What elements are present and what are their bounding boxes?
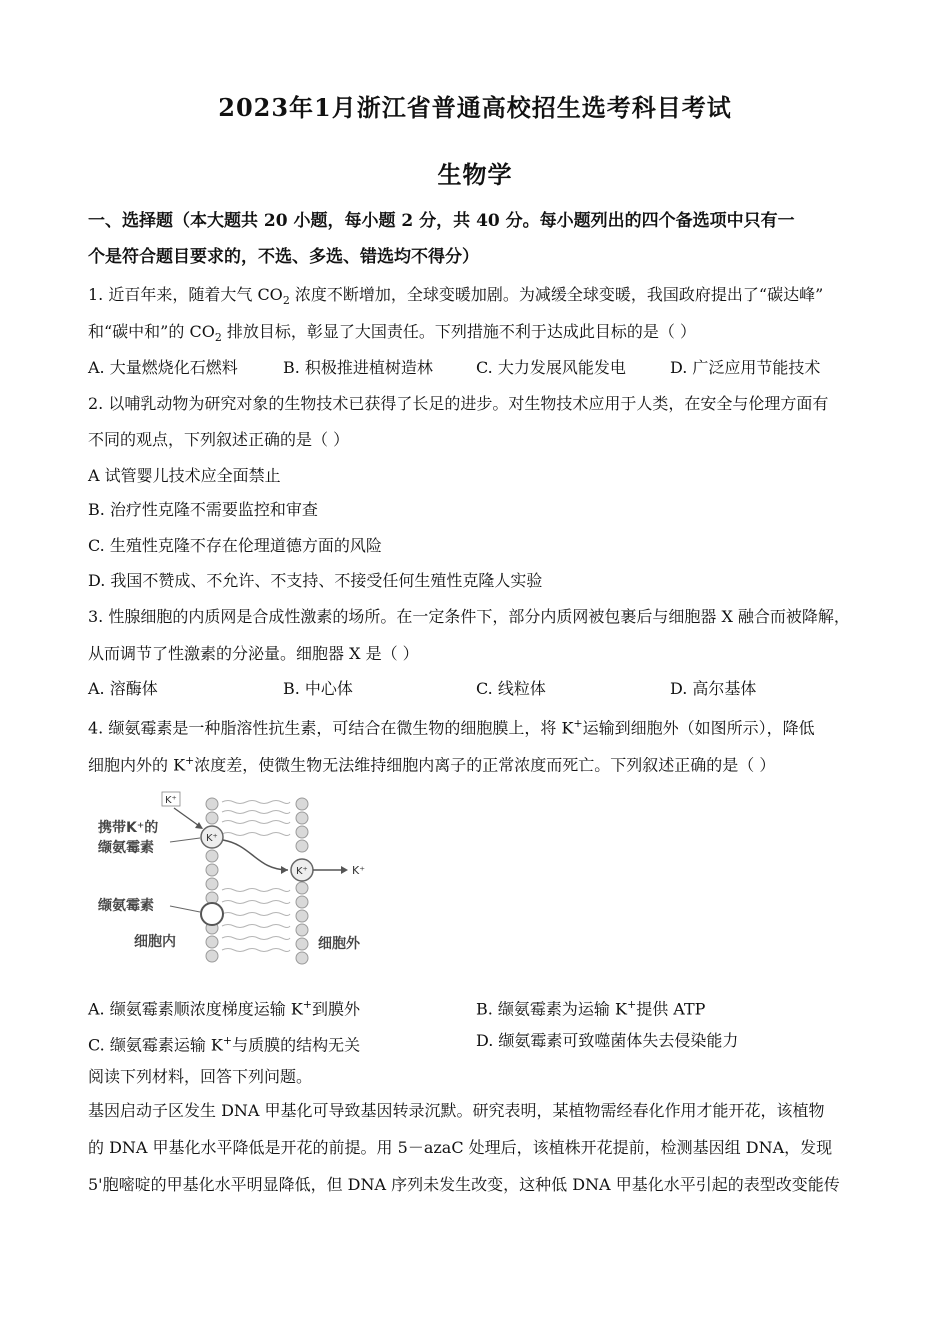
valinomycin-circle [201, 903, 223, 925]
transport-arrowhead [281, 866, 288, 874]
q1-option-a: A. 大量燃烧化石燃料 [88, 358, 238, 377]
subject-title: 生物学 [437, 160, 513, 189]
label-outside-cell: 细胞外 [318, 936, 360, 952]
section-heading-line1: 一、选择题（本大题共 20 小题，每小题 2 分，共 40 分。每小题列出的四个备选项中只有一 [88, 211, 795, 231]
q3-stem-line1: 3. 性腺细胞的内质网是合成性激素的场所。在一定条件下，部分内质网被包裹后与细胞器 X 融合而被降解， [88, 607, 850, 626]
exam-title: 2023年1月浙江省普通高校招生选考科目考试 [218, 93, 732, 122]
q3-option-d: D. 高尔基体 [670, 679, 757, 698]
q2-stem-line1: 2. 以哺乳动物为研究对象的生物技术已获得了长足的进步。对生物技术应用于人类，在安全与伦理方面有 [88, 394, 829, 413]
q2-option-c: C. 生殖性克隆不存在伦理道德方面的风险 [88, 536, 382, 555]
pointer-carrying [170, 838, 200, 842]
q1-stem-line1: 1. 近百年来，随着大气 $CO_2$ 浓度不断增加，全球变暖加剧。为减缓全球变暖，我国政府提出了“碳达峰” [88, 285, 824, 308]
material-line2: 的 DNA 甲基化水平降低是开花的前提。用 5－azaC 处理后，该植株开花提前，检测基因组 DNA，发现 [88, 1138, 833, 1157]
membrane-figure [92, 790, 382, 970]
k-ion-label-right: K⁺ [296, 866, 308, 877]
q3-stem-line2: 从而调节了性激素的分泌量。细胞器 X 是（ ） [88, 644, 419, 663]
pointer-valinomycin [170, 906, 200, 912]
q2-option-a: A 试管婴儿技术应全面禁止 [88, 466, 281, 485]
lipid-tails [222, 801, 290, 952]
q4-option-d: D. 缬氨霉素可致噬菌体失去侵染能力 [476, 1031, 739, 1050]
incoming-k-label: K⁺ [165, 795, 177, 806]
incoming-arrowhead [195, 822, 203, 829]
label-inside-cell: 细胞内 [134, 934, 176, 950]
material-intro: 阅读下列材料，回答下列问题。 [88, 1067, 313, 1086]
q3-option-a: A. 溶酶体 [88, 679, 158, 698]
q2-option-d: D. 我国不赞成、不允许、不支持、不接受任何生殖性克隆人实验 [88, 571, 543, 590]
q4-stem-line2: 细胞内外的 K+浓度差，使微生物无法维持细胞内离子的正常浓度而死亡。下列叙述正确的是（ ） [88, 754, 776, 775]
label-valinomycin: 缬氨霉素 [98, 898, 154, 914]
q4-option-c: C. 缬氨霉素运输 K+与质膜的结构无关 [88, 1034, 361, 1055]
section-heading-line2: 个是符合题目要求的，不选、多选、错选均不得分） [88, 247, 479, 267]
k-ion-label-left: K⁺ [206, 833, 218, 844]
q4-option-a: A. 缬氨霉素顺浓度梯度运输 K+到膜外 [88, 998, 361, 1019]
transport-path [223, 840, 288, 870]
q4-option-b: B. 缬氨霉素为运输 K+提供 ATP [476, 998, 706, 1019]
q1-stem-line2: 和“碳中和”的 $CO_2$ 排放目标，彰显了大国责任。下列措施不利于达成此目标的是（ ） [88, 322, 696, 345]
label-carrying-line2: 缬氨霉素 [98, 840, 154, 856]
released-k-label: K⁺ [352, 864, 366, 877]
q1-option-c: C. 大力发展风能发电 [476, 358, 626, 377]
membrane-left-column [206, 798, 218, 962]
q3-option-c: C. 线粒体 [476, 679, 546, 698]
material-line3: 5'胞嘧啶的甲基化水平明显降低，但 DNA 序列未发生改变，这种低 DNA 甲基化水平引起的表型改变能传 [88, 1175, 840, 1194]
material-line1: 基因启动子区发生 DNA 甲基化可导致基因转录沉默。研究表明，某植物需经春化作用才能开花，该植物 [88, 1101, 825, 1120]
q1-option-d: D. 广泛应用节能技术 [670, 358, 821, 377]
label-carrying-line1: 携带K⁺的 [98, 820, 159, 836]
q3-option-b: B. 中心体 [283, 679, 353, 698]
q1-option-b: B. 积极推进植树造林 [283, 358, 433, 377]
q2-stem-line2: 不同的观点，下列叙述正确的是（ ） [88, 430, 350, 449]
q2-option-b: B. 治疗性克隆不需要监控和审查 [88, 500, 318, 519]
release-arrowhead [341, 866, 348, 874]
q4-stem-line1: 4. 缬氨霉素是一种脂溶性抗生素，可结合在微生物的细胞膜上，将 K+运输到细胞外（如图所示），降低 [88, 717, 815, 738]
